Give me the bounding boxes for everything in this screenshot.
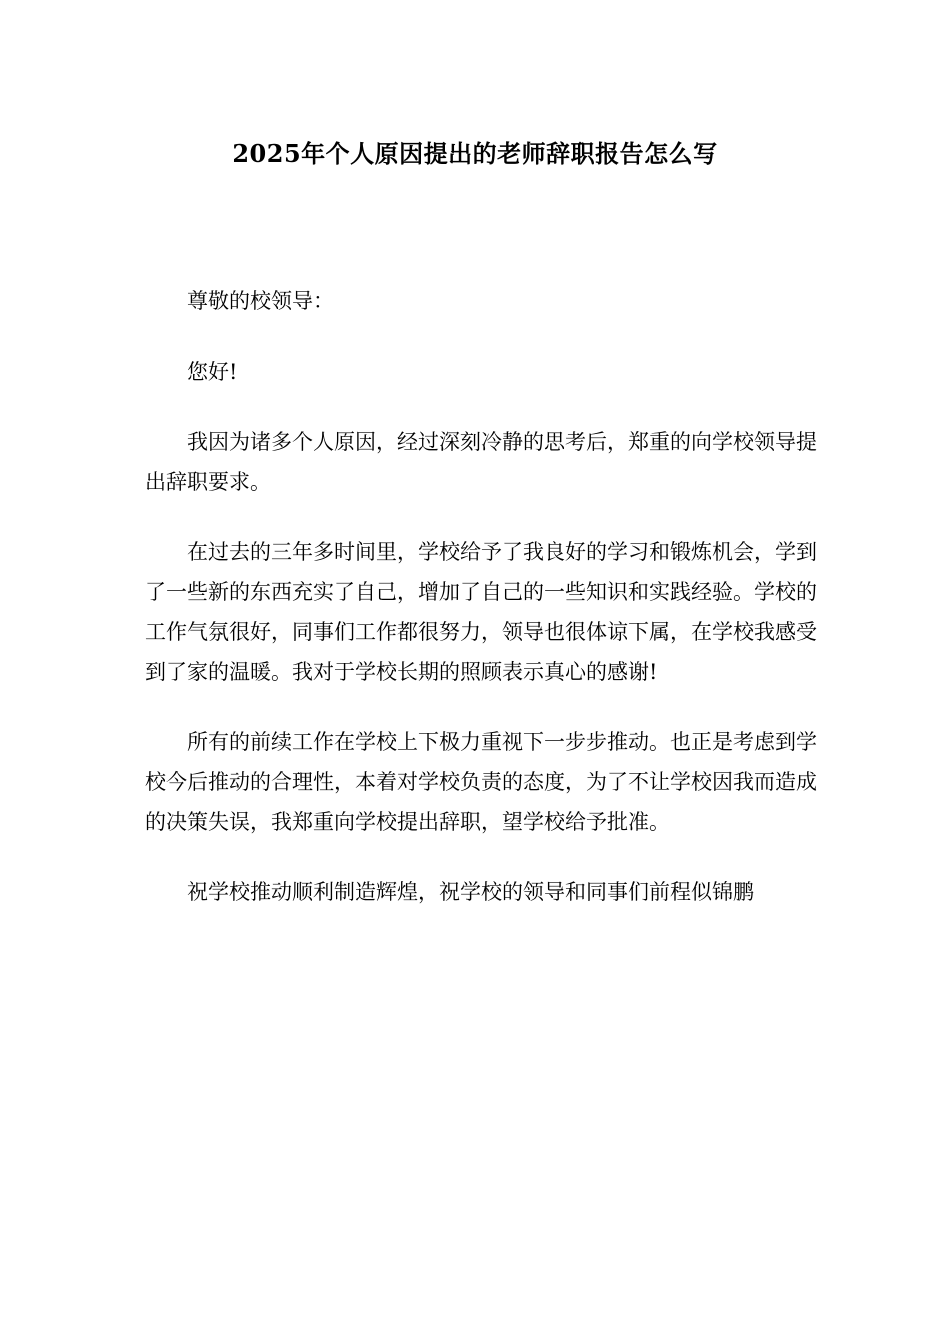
reason-paragraph: 所有的前续工作在学校上下极力重视下一步步推动。也正是考虑到学校今后推动的合理性，本着对学校负责的态度，为了不让学校因我而造成的决策失误，我郑重向学校提出辞职，望学校给予批准。	[145, 730, 817, 834]
greeting-paragraph: 您好!	[187, 360, 238, 384]
document-body	[145, 281, 817, 912]
document-title: 2025年个人原因提出的老师辞职报告怎么写	[232, 139, 718, 168]
closing-wishes-paragraph: 祝学校推动顺利制造辉煌，祝学校的领导和同事们前程似锦鹏	[187, 880, 754, 904]
resignation-request-paragraph: 我因为诸多个人原因，经过深刻冷静的思考后，郑重的向学校领导提出辞职要求。	[145, 430, 817, 494]
salutation-paragraph: 尊敬的校领导：	[187, 289, 334, 313]
gratitude-paragraph: 在过去的三年多时间里，学校给予了我良好的学习和锻炼机会，学到了一些新的东西充实了自己，增加了自己的一些知识和实践经验。学校的工作气氛很好，同事们工作都很努力，领导也很体谅下属，在学校我感受到了家的温暖。我对于学校长期的照顾表示真心的感谢!	[145, 540, 817, 684]
